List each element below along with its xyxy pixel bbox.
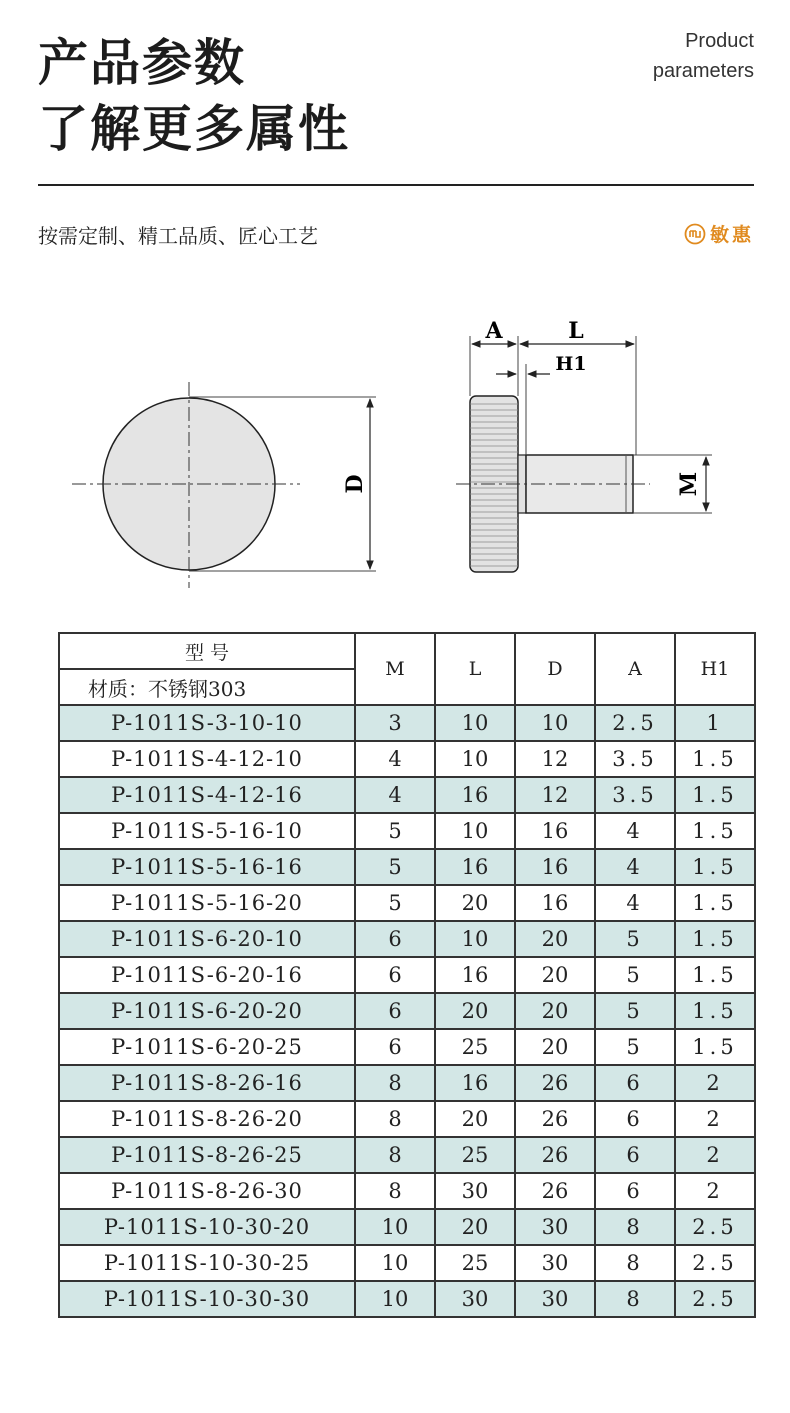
table-row	[59, 1173, 755, 1209]
english-title-line-2: parameters	[652, 60, 754, 82]
cell-h1: 1.5	[675, 777, 755, 813]
front-view	[72, 382, 376, 588]
cell-l: 20	[435, 885, 515, 921]
cell-a: 5	[595, 1029, 675, 1065]
cell-m: 5	[355, 813, 435, 849]
table-row	[59, 1137, 755, 1173]
cell-a: 8	[595, 1209, 675, 1245]
cell-m: 6	[355, 1029, 435, 1065]
cell-l: 25	[435, 1137, 515, 1173]
cell-d: 16	[515, 885, 595, 921]
cell-a: 4	[595, 885, 675, 921]
cell-model: P-1011S-4-12-16	[59, 777, 355, 813]
cell-model: P-1011S-5-16-20	[59, 885, 355, 921]
cell-model: P-1011S-8-26-30	[59, 1173, 355, 1209]
cell-m: 5	[355, 885, 435, 921]
header-h1: H1	[675, 633, 755, 705]
table-row	[59, 1101, 755, 1137]
dimension-label-l: L	[568, 318, 584, 344]
spec-table	[58, 632, 756, 1318]
dimension-label-a: A	[485, 318, 503, 344]
cell-m: 6	[355, 993, 435, 1029]
cell-m: 8	[355, 1173, 435, 1209]
cell-l: 16	[435, 1065, 515, 1101]
cell-h1: 2	[675, 1065, 755, 1101]
cell-m: 10	[355, 1281, 435, 1317]
cell-m: 8	[355, 1137, 435, 1173]
cell-model: P-1011S-10-30-30	[59, 1281, 355, 1317]
cell-h1: 1	[675, 705, 755, 741]
cell-l: 25	[435, 1245, 515, 1281]
cell-model: P-1011S-8-26-20	[59, 1101, 355, 1137]
cell-a: 3.5	[595, 741, 675, 777]
table-row	[59, 741, 755, 777]
table-row	[59, 957, 755, 993]
cell-a: 6	[595, 1065, 675, 1101]
cell-m: 6	[355, 921, 435, 957]
cell-model: P-1011S-6-20-16	[59, 957, 355, 993]
cell-model: P-1011S-3-10-10	[59, 705, 355, 741]
cell-model: P-1011S-6-20-20	[59, 993, 355, 1029]
cell-model: P-1011S-6-20-25	[59, 1029, 355, 1065]
cell-l: 10	[435, 705, 515, 741]
cell-a: 8	[595, 1281, 675, 1317]
cell-h1: 1.5	[675, 741, 755, 777]
header-divider	[38, 184, 754, 186]
cell-d: 20	[515, 921, 595, 957]
cell-h1: 1.5	[675, 813, 755, 849]
table-row	[59, 705, 755, 741]
table-row	[59, 993, 755, 1029]
cell-model: P-1011S-6-20-10	[59, 921, 355, 957]
header-l: L	[435, 633, 515, 705]
cell-h1: 2.5	[675, 1245, 755, 1281]
cell-m: 3	[355, 705, 435, 741]
cell-m: 4	[355, 741, 435, 777]
cell-d: 12	[515, 777, 595, 813]
cell-model: P-1011S-10-30-25	[59, 1245, 355, 1281]
cell-model: P-1011S-4-12-10	[59, 741, 355, 777]
cell-l: 20	[435, 1209, 515, 1245]
header-material: 材质：不锈钢303	[59, 669, 355, 705]
cell-a: 4	[595, 813, 675, 849]
cell-l: 16	[435, 777, 515, 813]
cell-d: 26	[515, 1065, 595, 1101]
cell-model: P-1011S-8-26-16	[59, 1065, 355, 1101]
cell-a: 8	[595, 1245, 675, 1281]
cell-m: 10	[355, 1209, 435, 1245]
header-model: 型 号	[59, 633, 355, 669]
cell-l: 20	[435, 1101, 515, 1137]
table-row	[59, 885, 755, 921]
cell-h1: 2	[675, 1101, 755, 1137]
tagline: 按需定制、精工品质、匠心工艺	[38, 224, 318, 248]
english-title-line-1: Product	[685, 30, 754, 52]
page-title-line-2: 了解更多属性	[38, 100, 350, 158]
cell-h1: 2.5	[675, 1281, 755, 1317]
cell-a: 6	[595, 1137, 675, 1173]
cell-l: 30	[435, 1281, 515, 1317]
cell-h1: 1.5	[675, 885, 755, 921]
cell-h1: 1.5	[675, 849, 755, 885]
table-row	[59, 1281, 755, 1317]
cell-d: 30	[515, 1245, 595, 1281]
cell-model: P-1011S-5-16-10	[59, 813, 355, 849]
table-row	[59, 1245, 755, 1281]
cell-a: 4	[595, 849, 675, 885]
technical-drawing	[0, 300, 790, 600]
table-row	[59, 1209, 755, 1245]
cell-l: 10	[435, 741, 515, 777]
table-row	[59, 849, 755, 885]
header-a: A	[595, 633, 675, 705]
cell-d: 12	[515, 741, 595, 777]
cell-h1: 1.5	[675, 1029, 755, 1065]
cell-m: 5	[355, 849, 435, 885]
dimension-label-m: M	[676, 471, 702, 497]
cell-m: 10	[355, 1245, 435, 1281]
cell-l: 30	[435, 1173, 515, 1209]
cell-d: 26	[515, 1173, 595, 1209]
cell-m: 6	[355, 957, 435, 993]
cell-d: 30	[515, 1209, 595, 1245]
cell-l: 10	[435, 921, 515, 957]
cell-d: 26	[515, 1137, 595, 1173]
brand-logo	[684, 220, 754, 247]
cell-l: 25	[435, 1029, 515, 1065]
cell-a: 5	[595, 921, 675, 957]
cell-l: 16	[435, 957, 515, 993]
page-title-line-1: 产品参数	[38, 34, 246, 92]
cell-model: P-1011S-5-16-16	[59, 849, 355, 885]
table-row	[59, 921, 755, 957]
cell-d: 30	[515, 1281, 595, 1317]
cell-d: 16	[515, 813, 595, 849]
dimension-label-h1: H1	[555, 353, 587, 375]
table-row	[59, 777, 755, 813]
cell-d: 26	[515, 1101, 595, 1137]
cell-d: 20	[515, 993, 595, 1029]
cell-a: 5	[595, 993, 675, 1029]
cell-model: P-1011S-8-26-25	[59, 1137, 355, 1173]
cell-m: 4	[355, 777, 435, 813]
cell-a: 6	[595, 1173, 675, 1209]
cell-m: 8	[355, 1101, 435, 1137]
brand-mark-icon	[684, 223, 706, 245]
cell-l: 20	[435, 993, 515, 1029]
cell-l: 10	[435, 813, 515, 849]
cell-h1: 2	[675, 1173, 755, 1209]
dimension-label-d: D	[342, 474, 368, 494]
cell-d: 20	[515, 957, 595, 993]
table-row	[59, 1029, 755, 1065]
cell-h1: 1.5	[675, 921, 755, 957]
table-row	[59, 813, 755, 849]
cell-h1: 2.5	[675, 1209, 755, 1245]
header-d: D	[515, 633, 595, 705]
header-m: M	[355, 633, 435, 705]
cell-h1: 1.5	[675, 957, 755, 993]
cell-h1: 1.5	[675, 993, 755, 1029]
cell-m: 8	[355, 1065, 435, 1101]
cell-d: 16	[515, 849, 595, 885]
cell-d: 20	[515, 1029, 595, 1065]
brand-name: 敏惠	[709, 224, 754, 246]
cell-a: 2.5	[595, 705, 675, 741]
cell-a: 6	[595, 1101, 675, 1137]
side-view	[456, 318, 712, 572]
spec-table-body	[59, 705, 755, 1317]
cell-a: 3.5	[595, 777, 675, 813]
cell-h1: 2	[675, 1137, 755, 1173]
table-row	[59, 1065, 755, 1101]
cell-a: 5	[595, 957, 675, 993]
cell-d: 10	[515, 705, 595, 741]
cell-model: P-1011S-10-30-20	[59, 1209, 355, 1245]
cell-l: 16	[435, 849, 515, 885]
